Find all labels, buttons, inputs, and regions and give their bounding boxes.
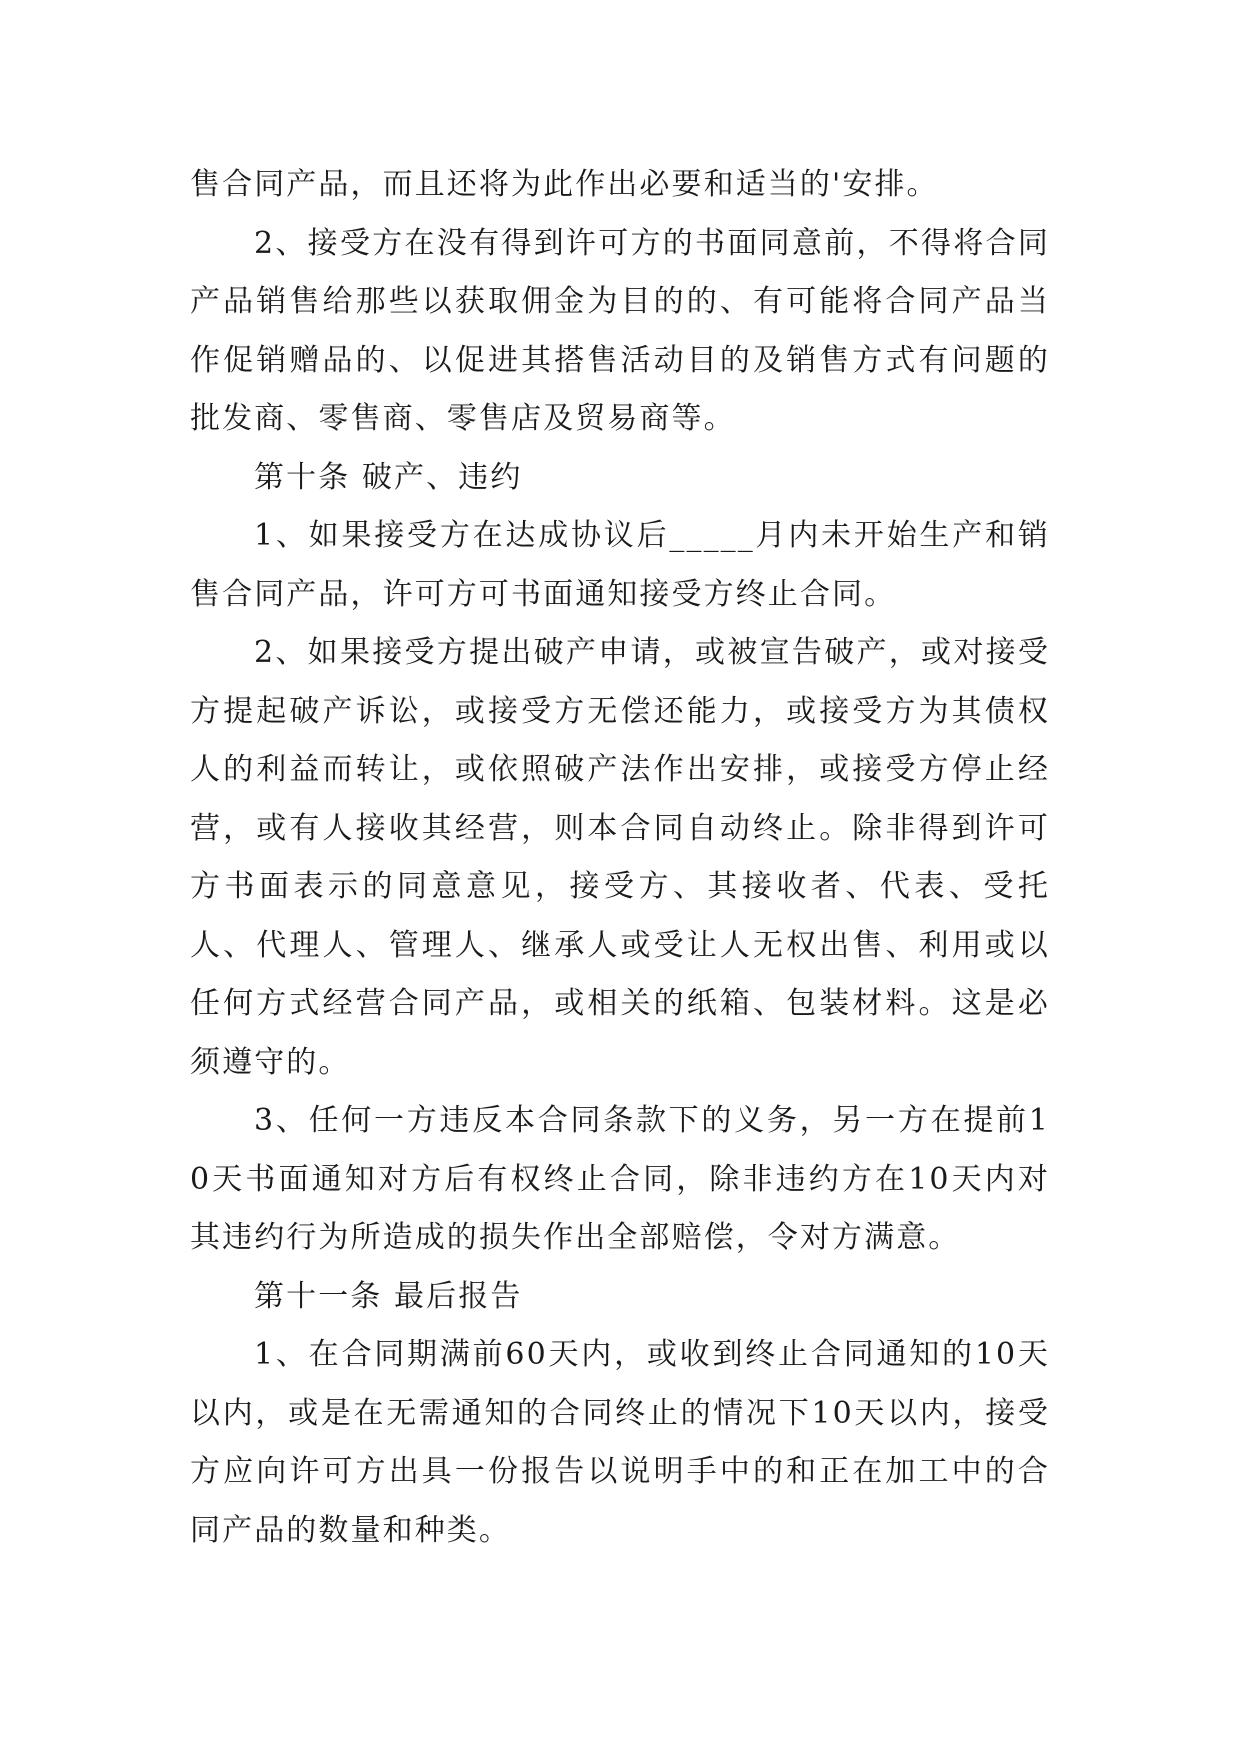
paragraph-continuation: 售合同产品，而且还将为此作出必要和适当的'安排。 <box>190 167 939 202</box>
section-heading-article-11: 第十一条 最后报告 <box>254 1278 523 1314</box>
section-heading-article-10: 第十条 破产、违约 <box>254 459 523 495</box>
document-body <box>190 156 1050 1560</box>
paragraph-clause-1-final-report: 1、在合同期满前60天内，或收到终止合同通知的10天以内，或是在无需通知的合同终止的情况下10天以内，接受方应向许可方出具一份报告以说明手中的和正在加工中的合同产品的数量和种类。 <box>190 1337 1050 1548</box>
paragraph-clause-3-breach: 3、任何一方违反本合同条款下的义务，另一方在提前10天书面通知对方后有权终止合同，除非违约方在10天内对其违约行为所造成的损失作出全部赔偿，令对方满意。 <box>190 1103 1050 1255</box>
paragraph-clause-2-sales-restriction: 2、接受方在没有得到许可方的书面同意前，不得将合同产品销售给那些以获取佣金为目的的、有可能将合同产品当作促销赠品的、以促进其搭售活动目的及销售方式有问题的批发商、零售商、零售店及贸易商等。 <box>190 225 1050 436</box>
paragraph-clause-2-bankruptcy: 2、如果接受方提出破产申请，或被宣告破产，或对接受方提起破产诉讼，或接受方无偿还能力，或接受方为其债权人的利益而转让，或依照破产法作出安排，或接受方停止经营，或有人接收其经营，则本合同自动终止。除非得到许可方书面表示的同意意见，接受方、其接收者、代表、受托人、代理人、管理人、继承人或受让人无权出售、利用或以任何方式经营合同产品，或相关的纸箱、包装材料。这是必须遵守的。 <box>190 635 1050 1080</box>
paragraph-clause-1-no-production: 1、如果接受方在达成协议后_____月内未开始生产和销售合同产品，许可方可书面通知接受方终止合同。 <box>190 518 1050 612</box>
